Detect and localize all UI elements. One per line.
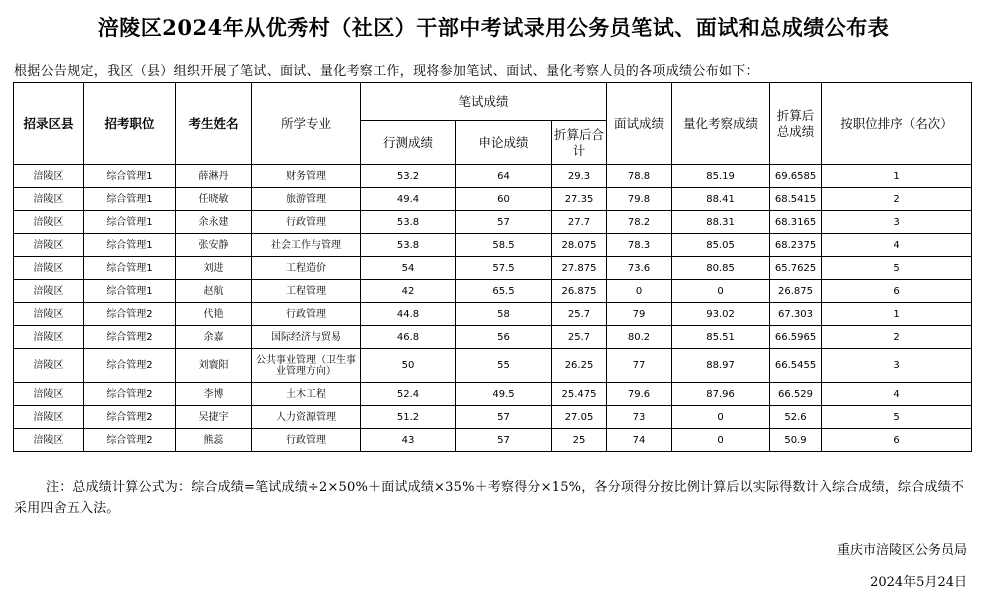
cell-shenlun: 57 (456, 211, 552, 234)
cell-xingce: 42 (361, 280, 456, 303)
cell-name: 刘寰阳 (176, 349, 252, 383)
header-xingce: 行测成绩 (361, 121, 456, 165)
scores-table (13, 82, 972, 452)
cell-major: 人力资源管理 (252, 406, 361, 429)
cell-rank: 3 (822, 211, 972, 234)
cell-district: 涪陵区 (14, 257, 84, 280)
issue-date: 2024年5月24日 (870, 575, 967, 590)
cell-position: 综合管理2 (84, 429, 176, 452)
cell-name: 吴捷宇 (176, 406, 252, 429)
cell-final-total: 52.6 (770, 406, 822, 429)
table-row (14, 234, 972, 257)
table-row (14, 383, 972, 406)
cell-position: 综合管理2 (84, 303, 176, 326)
cell-final-total: 26.875 (770, 280, 822, 303)
cell-written-total: 27.7 (552, 211, 607, 234)
cell-position: 综合管理1 (84, 234, 176, 257)
intro-text: 根据公告规定，我区（县）组织开展了笔试、面试、量化考察工作，现将参加笔试、面试、量化考察人员的各项成绩公布如下： (14, 64, 759, 79)
cell-final-total: 65.7625 (770, 257, 822, 280)
cell-position: 综合管理2 (84, 406, 176, 429)
cell-district: 涪陵区 (14, 188, 84, 211)
header-interview: 面试成绩 (607, 83, 672, 165)
formula-note: 注：总成绩计算公式为：综合成绩=笔试成绩÷2×50%＋面试成绩×35%＋考察得分×15%，各分项得分按比例计算后以实际得数计入综合成绩，综合成绩不采用四舍五入法。 (14, 480, 965, 516)
cell-written-total: 27.35 (552, 188, 607, 211)
header-written-group: 笔试成绩 (361, 83, 607, 121)
cell-written-total: 29.3 (552, 165, 607, 188)
cell-shenlun: 64 (456, 165, 552, 188)
cell-position: 综合管理1 (84, 211, 176, 234)
cell-name: 余嘉 (176, 326, 252, 349)
cell-name: 熊蕊 (176, 429, 252, 452)
cell-final-total: 69.6585 (770, 165, 822, 188)
cell-final-total: 50.9 (770, 429, 822, 452)
cell-written-total: 25.475 (552, 383, 607, 406)
cell-assessment: 88.31 (672, 211, 770, 234)
header-assessment: 量化考察成绩 (672, 83, 770, 165)
cell-rank: 5 (822, 257, 972, 280)
cell-final-total: 68.2375 (770, 234, 822, 257)
cell-assessment: 87.96 (672, 383, 770, 406)
cell-major: 国际经济与贸易 (252, 326, 361, 349)
header-district: 招录区县 (14, 83, 84, 165)
cell-interview: 73 (607, 406, 672, 429)
cell-name: 刘进 (176, 257, 252, 280)
table-row (14, 303, 972, 326)
cell-rank: 4 (822, 234, 972, 257)
cell-written-total: 27.875 (552, 257, 607, 280)
cell-interview: 79.8 (607, 188, 672, 211)
cell-name: 赵航 (176, 280, 252, 303)
table-row (14, 406, 972, 429)
cell-final-total: 68.5415 (770, 188, 822, 211)
cell-interview: 77 (607, 349, 672, 383)
cell-interview: 73.6 (607, 257, 672, 280)
table-row (14, 257, 972, 280)
cell-interview: 79.6 (607, 383, 672, 406)
cell-xingce: 54 (361, 257, 456, 280)
cell-written-total: 25.7 (552, 303, 607, 326)
cell-written-total: 26.875 (552, 280, 607, 303)
cell-major: 行政管理 (252, 303, 361, 326)
cell-written-total: 28.075 (552, 234, 607, 257)
cell-district: 涪陵区 (14, 211, 84, 234)
cell-major: 旅游管理 (252, 188, 361, 211)
cell-interview: 78.2 (607, 211, 672, 234)
table-row (14, 349, 972, 383)
cell-rank: 1 (822, 165, 972, 188)
cell-written-total: 25.7 (552, 326, 607, 349)
cell-final-total: 66.5965 (770, 326, 822, 349)
cell-interview: 78.3 (607, 234, 672, 257)
cell-rank: 3 (822, 349, 972, 383)
cell-shenlun: 56 (456, 326, 552, 349)
cell-shenlun: 57 (456, 429, 552, 452)
cell-district: 涪陵区 (14, 349, 84, 383)
cell-district: 涪陵区 (14, 165, 84, 188)
cell-district: 涪陵区 (14, 234, 84, 257)
cell-district: 涪陵区 (14, 326, 84, 349)
table-body (14, 165, 972, 452)
cell-rank: 2 (822, 188, 972, 211)
cell-shenlun: 57.5 (456, 257, 552, 280)
cell-major: 财务管理 (252, 165, 361, 188)
cell-final-total: 68.3165 (770, 211, 822, 234)
cell-assessment: 88.41 (672, 188, 770, 211)
cell-rank: 6 (822, 429, 972, 452)
cell-interview: 79 (607, 303, 672, 326)
issuing-organization: 重庆市涪陵区公务员局 (836, 543, 967, 558)
cell-xingce: 46.8 (361, 326, 456, 349)
cell-shenlun: 57 (456, 406, 552, 429)
page-title: 涪陵区2024年从优秀村（社区）干部中考试录用公务员笔试、面试和总成绩公布表 (97, 15, 890, 40)
cell-name: 余永建 (176, 211, 252, 234)
cell-major: 工程造价 (252, 257, 361, 280)
table-row (14, 429, 972, 452)
cell-shenlun: 65.5 (456, 280, 552, 303)
cell-district: 涪陵区 (14, 406, 84, 429)
header-major: 所学专业 (252, 83, 361, 165)
cell-major: 社会工作与管理 (252, 234, 361, 257)
header-rank: 按职位排序（名次） (822, 83, 972, 165)
cell-xingce: 50 (361, 349, 456, 383)
cell-assessment: 85.51 (672, 326, 770, 349)
table-row (14, 280, 972, 303)
header-written-total: 折算后合计 (552, 121, 607, 165)
cell-xingce: 53.2 (361, 165, 456, 188)
cell-interview: 74 (607, 429, 672, 452)
cell-xingce: 43 (361, 429, 456, 452)
cell-final-total: 66.5455 (770, 349, 822, 383)
cell-written-total: 27.05 (552, 406, 607, 429)
cell-shenlun: 58.5 (456, 234, 552, 257)
cell-shenlun: 60 (456, 188, 552, 211)
cell-written-total: 26.25 (552, 349, 607, 383)
cell-major: 工程管理 (252, 280, 361, 303)
table-row (14, 326, 972, 349)
table-row (14, 188, 972, 211)
cell-assessment: 80.85 (672, 257, 770, 280)
cell-shenlun: 49.5 (456, 383, 552, 406)
cell-rank: 4 (822, 383, 972, 406)
cell-xingce: 49.4 (361, 188, 456, 211)
cell-position: 综合管理1 (84, 188, 176, 211)
header-shenlun: 申论成绩 (456, 121, 552, 165)
cell-name: 李博 (176, 383, 252, 406)
cell-assessment: 88.97 (672, 349, 770, 383)
cell-district: 涪陵区 (14, 303, 84, 326)
cell-position: 综合管理1 (84, 165, 176, 188)
cell-district: 涪陵区 (14, 280, 84, 303)
cell-position: 综合管理2 (84, 383, 176, 406)
cell-district: 涪陵区 (14, 383, 84, 406)
cell-name: 张安静 (176, 234, 252, 257)
cell-final-total: 67.303 (770, 303, 822, 326)
cell-name: 任晓敏 (176, 188, 252, 211)
cell-name: 薛淋丹 (176, 165, 252, 188)
cell-interview: 0 (607, 280, 672, 303)
cell-assessment: 85.19 (672, 165, 770, 188)
cell-major: 公共事业管理（卫生事业管理方向） (252, 349, 361, 383)
cell-shenlun: 55 (456, 349, 552, 383)
cell-major: 行政管理 (252, 429, 361, 452)
cell-rank: 6 (822, 280, 972, 303)
cell-written-total: 25 (552, 429, 607, 452)
cell-position: 综合管理1 (84, 257, 176, 280)
cell-assessment: 0 (672, 280, 770, 303)
cell-xingce: 52.4 (361, 383, 456, 406)
cell-district: 涪陵区 (14, 429, 84, 452)
cell-position: 综合管理1 (84, 280, 176, 303)
cell-xingce: 53.8 (361, 211, 456, 234)
cell-rank: 5 (822, 406, 972, 429)
cell-assessment: 93.02 (672, 303, 770, 326)
cell-xingce: 44.8 (361, 303, 456, 326)
cell-name: 代艳 (176, 303, 252, 326)
cell-interview: 78.8 (607, 165, 672, 188)
header-position: 招考职位 (84, 83, 176, 165)
cell-rank: 2 (822, 326, 972, 349)
cell-xingce: 53.8 (361, 234, 456, 257)
cell-interview: 80.2 (607, 326, 672, 349)
cell-xingce: 51.2 (361, 406, 456, 429)
table-row (14, 211, 972, 234)
cell-assessment: 0 (672, 406, 770, 429)
cell-major: 行政管理 (252, 211, 361, 234)
cell-assessment: 0 (672, 429, 770, 452)
cell-position: 综合管理2 (84, 326, 176, 349)
cell-shenlun: 58 (456, 303, 552, 326)
cell-major: 土木工程 (252, 383, 361, 406)
cell-final-total: 66.529 (770, 383, 822, 406)
cell-position: 综合管理2 (84, 349, 176, 383)
header-final-total: 折算后总成绩 (770, 83, 822, 165)
cell-rank: 1 (822, 303, 972, 326)
table-row (14, 165, 972, 188)
cell-assessment: 85.05 (672, 234, 770, 257)
header-name: 考生姓名 (176, 83, 252, 165)
